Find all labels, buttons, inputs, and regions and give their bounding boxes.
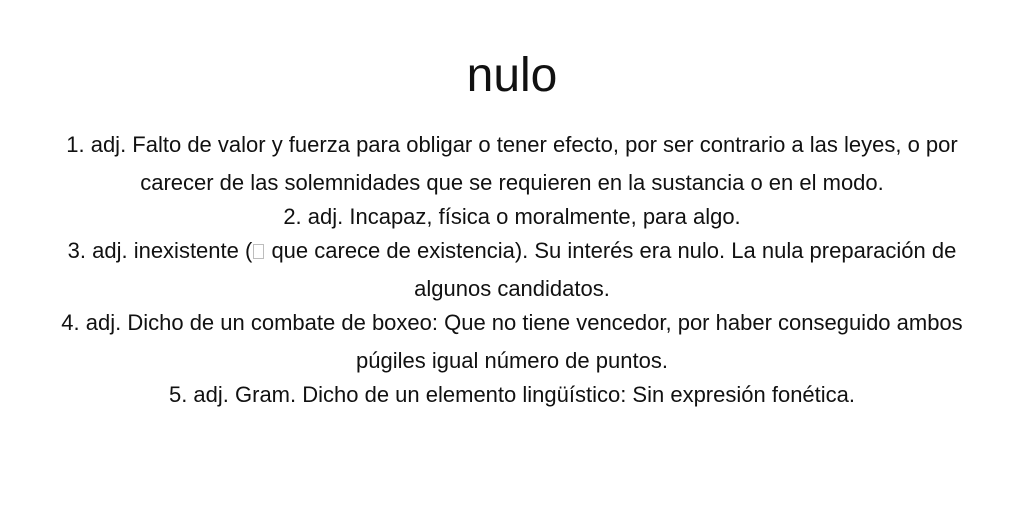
headword: nulo xyxy=(466,49,558,102)
definition-list xyxy=(52,126,972,414)
definition-5: 5. adj. Gram. Dicho de un elemento lingüístico: Sin expresión fonética. xyxy=(168,382,856,407)
definition-1: 1. adj. Falto de valor y fuerza para obligar o tener efecto, por ser contrario a las leyes, o por carecer de las solemnidades que se requieren en la sustancia o en el modo. xyxy=(66,132,958,195)
definition-2: 2. adj. Incapaz, física o moralmente, para algo. xyxy=(283,204,741,229)
definition-4: 4. adj. Dicho de un combate de boxeo: Que no tiene vencedor, por haber conseguido ambos púgiles igual número de puntos. xyxy=(61,310,963,373)
definition-3 xyxy=(52,232,972,308)
definition-3-start: 3. adj. inexistente ( xyxy=(67,238,253,263)
missing-glyph-icon xyxy=(253,244,264,259)
definition-3-end: que carece de existencia). Su interés era nulo. La nula preparación de algunos candidatos. xyxy=(265,238,957,301)
